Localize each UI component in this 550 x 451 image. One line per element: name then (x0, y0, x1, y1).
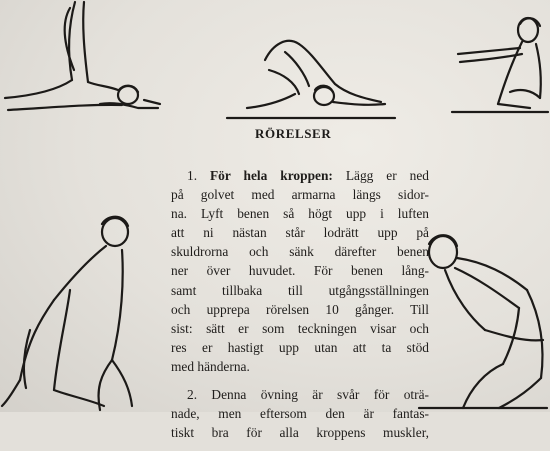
section-heading: RÖRELSER (255, 126, 332, 141)
text-line: res er hastigt upp utan att ta stöd (171, 339, 429, 355)
illustration-legs-raised (0, 0, 170, 120)
text-line: ner över huvudet. För benen lång- (171, 263, 429, 279)
text-line: nade, men eftersom den är fantas- (171, 406, 429, 422)
illustration-kneeling-backbend (0, 210, 170, 412)
illustration-sitting-figure (450, 8, 550, 118)
exercise-number: 1. (187, 168, 198, 183)
text-line: samt tillbaka till utgångsställningen (171, 282, 429, 298)
illustration-seated-forward-bend (415, 218, 550, 412)
text-line: med händerna. (171, 358, 250, 374)
text-line (171, 166, 429, 185)
text-line: på golvet med armarna längs sidor- (171, 187, 429, 203)
text-line: sist: sätt er som teckningen visar och (171, 320, 429, 336)
exercise-text (171, 166, 429, 451)
text-line: na. Lyft benen så högt upp i luften (171, 206, 429, 222)
text-line: att ni nästan står lodrätt upp på (171, 225, 429, 241)
text-line (171, 385, 429, 404)
illustration-plough-pose (225, 30, 395, 120)
exercise-number: 2. (187, 387, 198, 403)
text-line-content: Lägg er ned (345, 168, 429, 183)
text-line-content: Denna övning är svår för oträ- (211, 387, 429, 403)
text-line: och upprepa rörelsen 10 gånger. Till (171, 301, 429, 317)
text-line: tiskt bra för alla kroppens muskler, (171, 425, 429, 441)
exercise-paragraph-2 (171, 385, 429, 442)
exercise-paragraph-1 (171, 166, 429, 376)
text-line: skuldrorna och sänk därefter benen (171, 244, 429, 260)
exercise-lead: För hela kroppen: (210, 168, 333, 183)
